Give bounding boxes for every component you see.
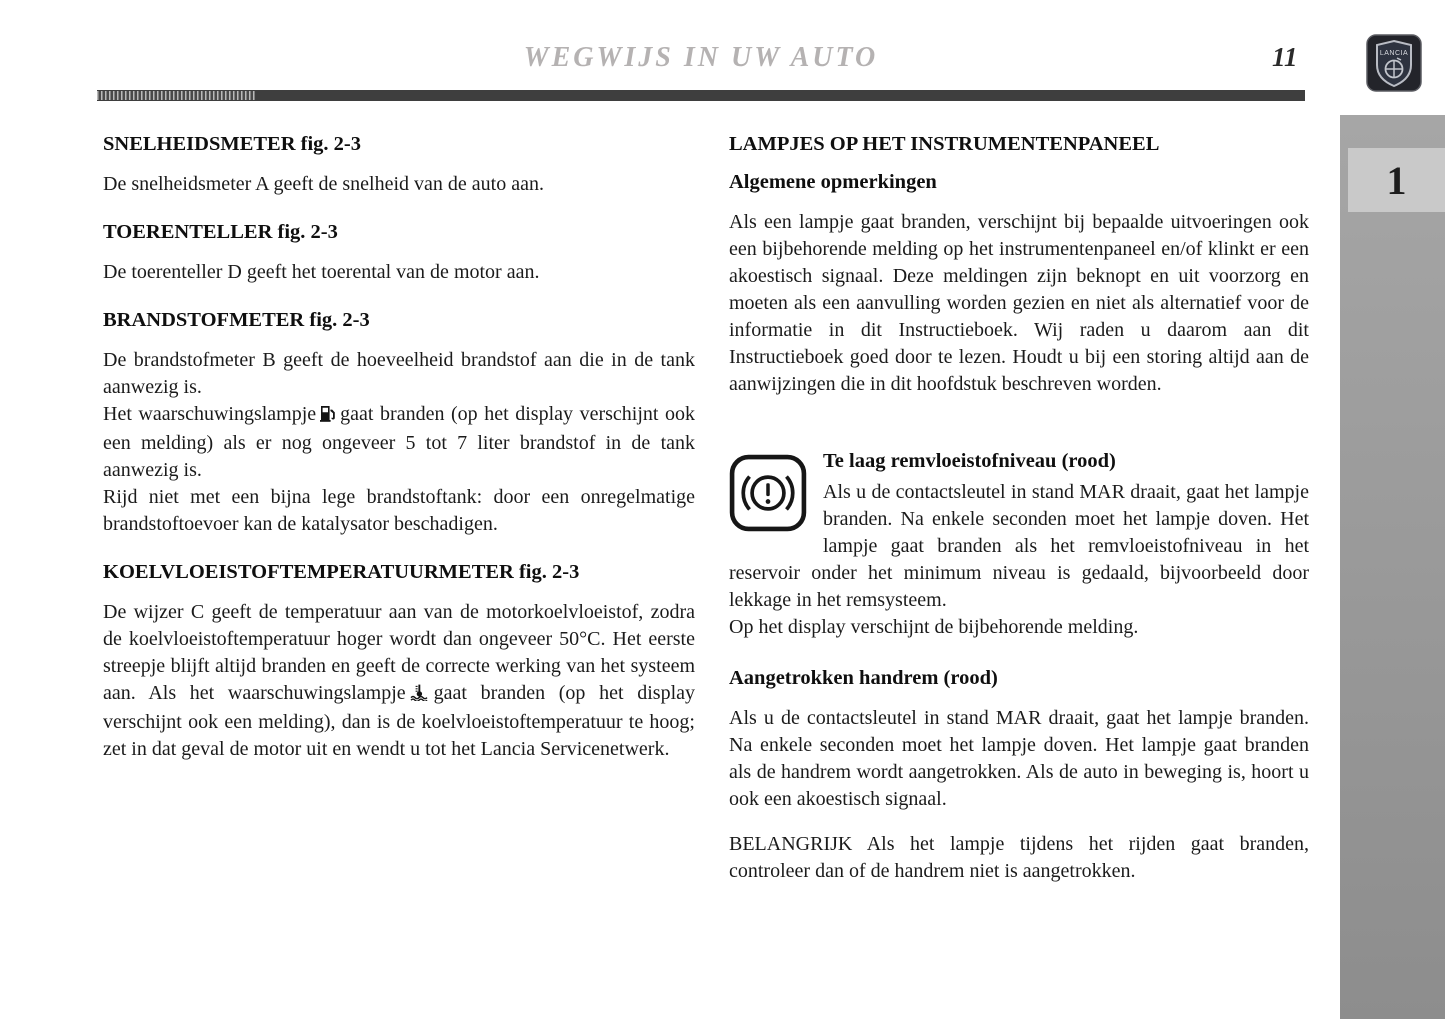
section-heading: SNELHEIDSMETER fig. 2-3 (103, 133, 362, 155)
text-run: Het waarschuwingslampje (103, 403, 317, 425)
section-fuel-gauge (103, 309, 695, 538)
panel-lamps-heading: LAMPJES OP HET INSTRUMENTENPANEEL (729, 133, 1160, 155)
section-heading: TOERENTELLER fig. 2-3 (103, 221, 338, 243)
section-body (103, 599, 695, 763)
section-handbrake (729, 667, 1309, 885)
section-body: Rijd niet met een bijna lege brandstoftank: door een onregelmatige brandstoftoevoer kan de katalysator beschadigen. (103, 486, 695, 535)
section-brake-fluid (729, 450, 1309, 641)
header-rule (97, 90, 1305, 101)
section-body: De brandstofmeter B geeft de hoeveelheid brandstof aan die in de tank aanwezig is. (103, 349, 695, 398)
text-run: De wijzer C geeft de temperatuur aan van de motorkoelvloeistof, zodra de koelvloeistoftemperatuur hoger wordt dan ongeveer 50°C. Het eerste streepje blijft altijd branden en geeft de correcte werking van het systeem aan. Als het waarschuwingslampje (103, 601, 695, 704)
brake-warning-icon (729, 454, 807, 532)
section-heading: Aangetrokken handrem (rood) (729, 667, 998, 689)
section-body: Op het display verschijnt de bijbehorende melding. (729, 616, 1139, 638)
page-title: WEGWIJS IN UW AUTO (523, 42, 879, 73)
lancia-logo-text: LANCIA (1379, 50, 1409, 57)
section-general-remarks (729, 171, 1309, 398)
section-heading: Te laag remvloeistofniveau (rood) (823, 450, 1116, 472)
fuel-pump-icon (320, 403, 336, 430)
section-speedometer (103, 133, 695, 198)
section-heading: BRANDSTOFMETER fig. 2-3 (103, 309, 370, 331)
chapter-tab: 1 (1348, 148, 1445, 212)
text-run: gaat branden (op het display verschijnt ook een melding), dan is de koelvloeistoftemperatuur te hoog; zet in dat geval de motor uit en wendt u tot het Lancia Servicenetwerk. (103, 682, 695, 760)
section-body: De snelheidsmeter A geeft de snelheid van de auto aan. (103, 173, 544, 195)
section-body: Als u de contactsleutel in stand MAR draait, gaat het lampje branden. Na enkele seconden moet het lampje doven. Het lampje gaat branden als de handrem wordt aangetrokken. Als de auto in beweging is, hoort u ook een akoestisch signaal. (729, 707, 1309, 810)
section-coolant-gauge (103, 561, 695, 763)
lancia-logo (1366, 34, 1422, 92)
important-note: BELANGRIJK Als het lampje tijdens het rijden gaat branden, controleer dan of de handrem niet is aangetrokken. (729, 833, 1309, 882)
section-body (103, 401, 695, 484)
section-tachometer (103, 221, 695, 286)
coolant-temperature-icon (410, 682, 430, 709)
right-column (729, 133, 1309, 885)
section-heading: Algemene opmerkingen (729, 171, 937, 193)
section-heading: KOELVLOEISTOFTEMPERATUURMETER fig. 2-3 (103, 561, 580, 583)
chapter-sidebar (1340, 115, 1445, 1019)
left-column (103, 133, 695, 786)
section-body: De toerenteller D geeft het toerental van de motor aan. (103, 261, 540, 283)
section-body: Als u de contactsleutel in stand MAR draait, gaat het lampje branden. Na enkele seconden moet het lampje doven. Het lampje gaat branden als het remvloeistofniveau in het reservoir onder het minimum niveau is gedaald, bijvoorbeeld door lekkage in het remsysteem. (729, 481, 1309, 611)
header-rule-texture (97, 91, 255, 100)
section-body: Als een lampje gaat branden, verschijnt bij bepaalde uitvoeringen ook een bijbehorende melding op het instrumentenpaneel en/of klinkt er een akoestisch signaal. Deze meldingen zijn beknopt en uit voorzorg en moeten als een aanvulling worden gezien en niet als alternatief voor de informatie in dit Instructieboek. Wij raden u daarom aan dit Instructieboek goed door te lezen. Houdt u bij een storing altijd aan de aanwijzingen die in dit hoofdstuk beschreven worden. (729, 211, 1309, 395)
page-number: 11 (1272, 42, 1298, 72)
text-run: gaat branden (op het display verschijnt ook een melding) als er nog ongeveer 5 tot 7 liter brandstof in de tank aanwezig is. (103, 403, 695, 481)
